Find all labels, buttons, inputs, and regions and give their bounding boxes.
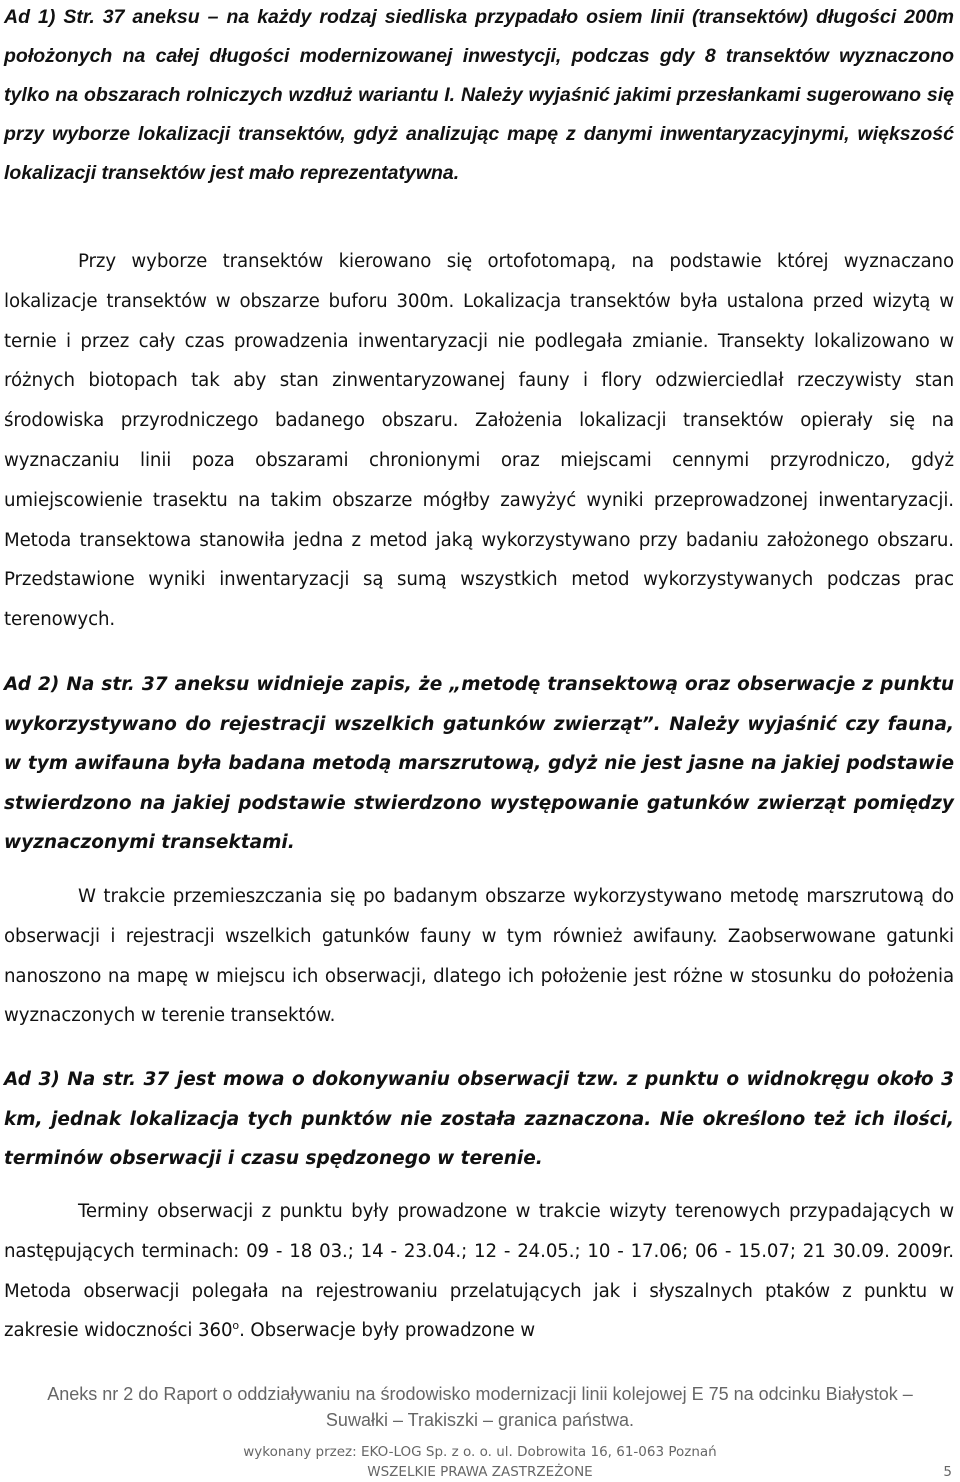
footer-author: wykonany przez: EKO-LOG Sp. z o. o. ul. Dobrowita 16, 61-063 Poznań bbox=[243, 1444, 717, 1460]
page-number: 5 bbox=[943, 1464, 952, 1480]
answer-3-main: Terminy obserwacji z punktu były prowadzone w trakcie wizyty terenowych przypadających w następujących terminach: 09 - 18 03.; 14 - 23.04.; 12 - 24.05.; 10 - 17.06; 06 - 15.07; 21 30.09. 2009r. Metoda obserwacji polegała na rejestrowaniu przelatujących jak i słyszalnych ptaków z punktu w zakresie widoczności 360 bbox=[4, 1201, 954, 1342]
answer-2: W trakcie przemieszczania się po badanym obszarze wykorzystywano metodę marszrutową do obserwacji i rejestracji wszelkich gatunków fauny w tym również awifauny. Zaobserwowane gatunki nanoszono na mapę w miejscu ich obserwacji, dlatego ich położenie jest różne w stosunku do położenia wyznaczonych w terenie transektów. bbox=[4, 886, 954, 1027]
answer-3-tail: . Obserwacje były prowadzone w bbox=[239, 1320, 536, 1342]
degree-symbol: o bbox=[232, 1319, 240, 1333]
footer-rights: WSZELKIE PRAWA ZASTRZEŻONE bbox=[367, 1464, 593, 1480]
question-2: Ad 2) Na str. 37 aneksu widnieje zapis, że „metodę transektową oraz obserwacje z punktu wykorzystywano do rejestracji wszelkich gatunków zwierząt”. Należy wyjaśnić czy fauna, w tym awifauna była badana metodą marszrutową, gdyż nie jest jasne na jakiej podstawie stwierdzono na jakiej podstawie stwierdzono występowanie gatunków zwierząt pomiędzy wyznaczonymi transektami. bbox=[4, 674, 954, 853]
footer-report-title: Aneks nr 2 do Raport o oddziaływaniu na środowisko modernizacji linii kolejowej E 75 na odcinku Białystok – Suwałki – Trakiszki – granica państwa. bbox=[47, 1384, 913, 1430]
answer-1: Przy wyborze transektów kierowano się ortofotomapą, na podstawie której wyznaczano lokalizacje transektów w obszarze buforu 300m. Lokalizacja transektów była ustalona przed wizytą w ternie i przez cały czas prowadzenia inwentaryzacji nie podlegała zmianie. Transekty lokalizowano w różnych biotopach tak aby stan zinwentaryzowanej fauny i flory odzwierciedlał rzeczywisty stan środowiska przyrodniczego badanego obszaru. Założenia lokalizacji transektów opierały się na wyznaczaniu linii poza obszarami chronionymi oraz miejscami cennymi przyrodniczo, gdyż umiejscowienie trasektu na takim obszarze mógłby zawyżyć wyniki przeprowadzonej inwentaryzacji. Metoda transektowa stanowiła jedna z metod jaką wykorzystywano przy badaniu założonego obszaru. Przedstawione wyniki inwentaryzacji są sumą wszystkich metod wykorzystywanych podczas prac terenowych. bbox=[4, 251, 954, 631]
question-3: Ad 3) Na str. 37 jest mowa o dokonywaniu obserwacji tzw. z punktu o widnokręgu około 3 km, jednak lokalizacja tych punktów nie została zaznaczona. Nie określono też ich ilości, terminów obserwacji i czasu spędzonego w terenie. bbox=[4, 1069, 954, 1169]
question-1: Ad 1) Str. 37 aneksu – na każdy rodzaj siedliska przypadało osiem linii (transektów) długości 200m położonych na całej długości modernizowanej inwestycji, podczas gdy 8 transektów wyznaczono tylko na obszarach rolniczych wzdłuż wariantu I. Należy wyjaśnić jakimi przesłankami sugerowano się przy wyborze lokalizacji transektów, gdyż analizując mapę z danymi inwentaryzacyjnymi, większość lokalizacji transektów jest mało reprezentatywna. bbox=[4, 6, 954, 184]
answer-3 bbox=[4, 1192, 954, 1351]
